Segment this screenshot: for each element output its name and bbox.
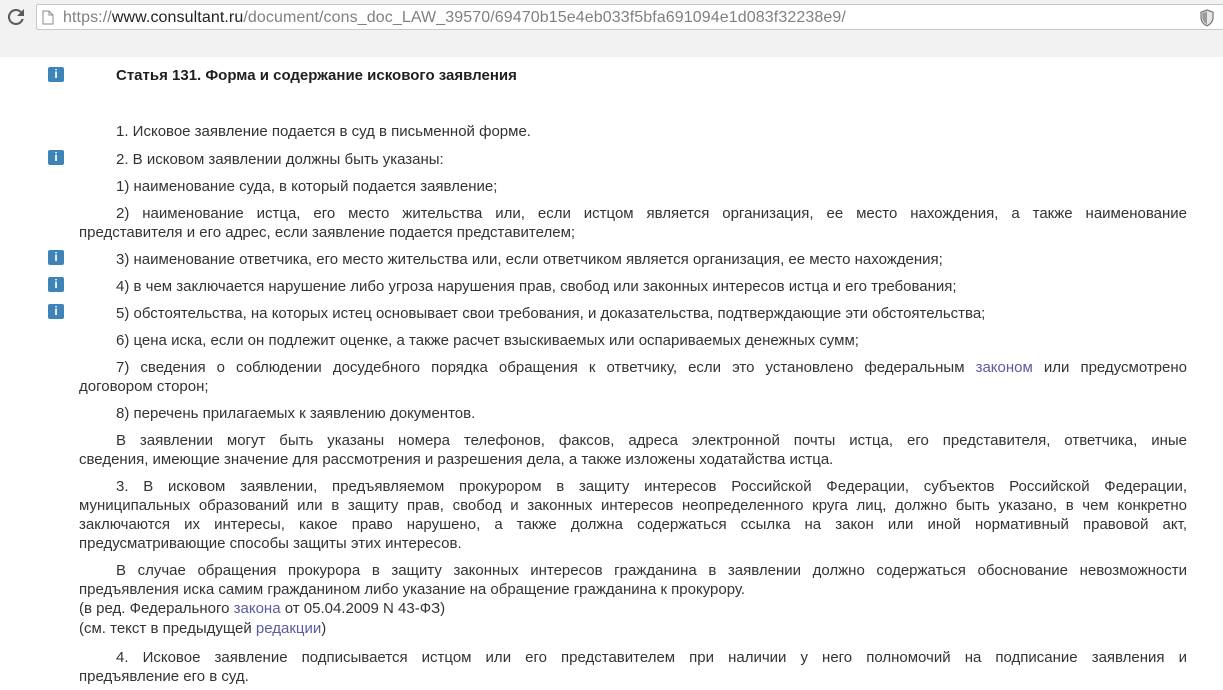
info-icon[interactable]: i <box>48 304 64 319</box>
list-item-5: 5) обстоятельства, на которых истец основывает свои требования, и доказательства, подтверждающие эти обстоятельства; <box>116 305 986 322</box>
contact-paragraph-line-1: В заявлении могут быть указаны номера телефонов, факсов, адреса электронной почты истца, его представителя, ответчика, иные <box>116 432 1187 449</box>
paragraph-3-line-3: заключаются их интересы, какое право нарушено, а также должна содержаться ссылка на закон или иной нормативный правовой акт, <box>79 516 1187 533</box>
edition-note: (в ред. Федерального закона от 05.04.2009 N 43-ФЗ) <box>79 600 446 617</box>
law-link[interactable]: законом <box>975 359 1033 376</box>
paragraph-3-line-1: 3. В исковом заявлении, предъявляемом прокурором в защиту интересов Российской Федерации, субъектов Российской Федерации, <box>116 478 1187 495</box>
list-item-4: 4) в чем заключается нарушение либо угроза нарушения прав, свобод или законных интересов истца и его требования; <box>116 278 957 295</box>
shield-icon[interactable] <box>1199 9 1215 27</box>
paragraph-2: 2. В исковом заявлении должны быть указаны: <box>116 151 444 168</box>
list-item-2-line-1: 2) наименование истца, его место жительства или, если истцом является организация, ее место нахождения, а также наименование <box>116 205 1187 222</box>
previous-edition-note: (см. текст в предыдущей редакции) <box>79 620 327 637</box>
list-item-2-line-2: представителя и его адрес, если заявление подается представителем; <box>79 224 576 241</box>
address-bar[interactable] <box>36 4 1223 30</box>
info-icon[interactable]: i <box>48 277 64 292</box>
document-body <box>0 57 1223 690</box>
list-item-3: 3) наименование ответчика, его место жительства или, если ответчиком является организация, ее место нахождения; <box>116 251 943 268</box>
paragraph-1: 1. Исковое заявление подается в суд в письменной форме. <box>116 123 531 140</box>
info-icon[interactable]: i <box>48 250 64 265</box>
article-title: Статья 131. Форма и содержание искового заявления <box>116 67 517 84</box>
list-item-7-line-2: договором сторон; <box>79 378 209 395</box>
url-text[interactable]: https://www.consultant.ru/document/cons_doc_LAW_39570/69470b15e4eb033f5bfa691094e1d083f32238e9/ <box>63 9 846 26</box>
info-icon[interactable]: i <box>48 67 64 82</box>
paragraph-4-line-1: 4. Исковое заявление подписывается истцом или его представителем при наличии у него полномочий на подписание заявления и <box>116 649 1187 666</box>
prosecutor-paragraph-line-2: предъявления иска самим гражданином либо указание на обращение гражданина к прокурору. <box>79 581 746 598</box>
list-item-8: 8) перечень прилагаемых к заявлению документов. <box>116 405 476 422</box>
prosecutor-paragraph-line-1: В случае обращения прокурора в защиту законных интересов гражданина в заявлении должно содержаться обоснование невозможности <box>116 562 1187 579</box>
paragraph-4-line-2: предъявление его в суд. <box>79 668 249 685</box>
page-icon <box>42 10 54 25</box>
browser-toolbar <box>0 0 1223 37</box>
toolbar-strip <box>0 37 1223 58</box>
info-icon[interactable]: i <box>48 150 64 165</box>
reload-icon[interactable] <box>4 5 28 29</box>
federal-law-link[interactable]: закона <box>233 600 281 617</box>
previous-edition-link[interactable]: редакции <box>255 620 322 637</box>
contact-paragraph-line-2: сведения, имеющие значение для рассмотрения и разрешения дела, а также изложены ходатайства истца. <box>79 451 834 468</box>
paragraph-3-line-2: муниципальных образований или в защиту прав, свобод и законных интересов неопределенного круга лиц, должно быть указано, в чем конкретно <box>79 497 1187 514</box>
list-item-7-line-1: 7) сведения о соблюдении досудебного порядка обращения к ответчику, если это установлено федеральным законом или предусмотрено <box>116 359 1188 376</box>
list-item-6: 6) цена иска, если он подлежит оценке, а также расчет взыскиваемых или оспариваемых денежных сумм; <box>116 332 859 349</box>
list-item-1: 1) наименование суда, в который подается заявление; <box>116 178 498 195</box>
paragraph-3-line-4: предусматривающие способы защиты этих интересов. <box>79 535 462 552</box>
